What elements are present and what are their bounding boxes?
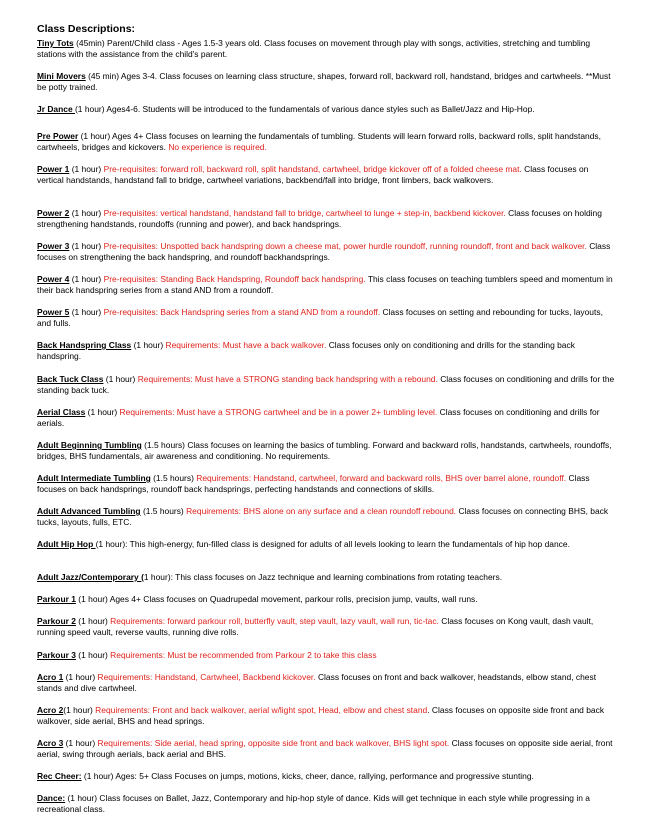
class-entry — [37, 440, 617, 462]
class-requirements: No experience is required. — [168, 142, 267, 152]
class-entry — [37, 407, 617, 429]
class-entry — [37, 650, 617, 661]
class-description: Class focuses on back handsprings, roundoff back handsprings, perfecting handstands and connections of skills. — [37, 473, 590, 494]
class-details: (1.5 hours) Class focuses on learning the basics of tumbling. Forward and backward rolls, handstands, cartwheels, roundoffs, bridges, BHS fundamentals, air awareness and conditioning. No requirements. — [37, 440, 612, 461]
class-details: (1 hour) — [85, 407, 120, 417]
class-entry — [37, 38, 617, 60]
class-requirements: Pre-requisites: Back Handspring series from a stand AND from a roundoff. — [103, 307, 381, 317]
class-entry — [37, 771, 617, 782]
class-details: (1 hour) Ages4-6. Students will be introduced to the fundamentals of various dance styles such as Ballet/Jazz and Hip-Hop. — [75, 104, 535, 114]
class-name: Pre Power — [37, 131, 79, 141]
class-description: Class focuses on holding strengthening handstands, roundoffs (running and power), and back handsprings. — [37, 208, 602, 229]
class-details: (1.5 hours) — [150, 473, 197, 483]
class-description: Class focuses on setting and rebounding for tucks, layouts, and fulls. — [37, 307, 603, 328]
class-entry — [37, 307, 617, 329]
class-details: (1 hour) — [63, 705, 96, 715]
class-name: Back Handspring Class — [37, 340, 132, 350]
class-name: Adult Hip Hop — [37, 539, 96, 549]
class-details: (1 hour) — [63, 738, 98, 748]
class-entry — [37, 208, 617, 230]
class-entry — [37, 594, 617, 605]
class-requirements: Requirements: Must be recommended from Parkour 2 to take this class — [110, 650, 377, 660]
class-details: (1 hour): This high-energy, fun-filled class is designed for adults of all levels looking to learn the fundamentals of hip hop dance. — [95, 539, 570, 549]
class-details: (1 hour) — [69, 274, 104, 284]
class-details: (1 hour) Ages 4+ Class focuses on Quadrupedal movement, parkour rolls, precision jump, vaults, wall runs. — [75, 594, 478, 604]
class-name: Aerial Class — [37, 407, 86, 417]
class-name: Rec Cheer: — [37, 771, 82, 781]
class-description: . Class focuses on opposite side front and back walkover, side aerial, BHS and head springs. — [37, 705, 605, 726]
class-requirements: Requirements: BHS alone on any surface and a clean roundoff rebound. — [186, 506, 457, 516]
class-name: Adult Intermediate Tumbling — [37, 473, 151, 483]
class-name: Parkour 1 — [37, 594, 76, 604]
class-details: (1 hour) — [103, 374, 138, 384]
class-entry — [37, 738, 617, 760]
class-name: Adult Jazz/Contemporary ( — [37, 572, 144, 582]
class-requirements: Pre-requisites: forward roll, backward roll, split handstand, cartwheel, bridge kickover off of a folded cheese mat. — [103, 164, 522, 174]
class-name: Acro 3 — [37, 738, 64, 748]
class-requirements: Requirements: Front and back walkover, aerial w/light spot, Head, elbow and chest stand — [95, 705, 428, 715]
class-name: Tiny Tots — [37, 38, 74, 48]
class-requirements: Requirements: Side aerial, head spring, opposite side front and back walkover, BHS light spot. — [97, 738, 450, 748]
class-details: (1 hour) Class focuses on Ballet, Jazz, Contemporary and hip-hop style of dance. Kids will get technique in each style while progressing in a recreational class. — [37, 793, 590, 814]
class-details: (1 hour) — [69, 164, 104, 174]
class-requirements: Requirements: Must have a back walkover. — [165, 340, 327, 350]
class-name: Power 5 — [37, 307, 70, 317]
class-entry — [37, 71, 617, 93]
class-details: (1 hour) Ages: 5+ Class Focuses on jumps, motions, kicks, cheer, dance, rallying, performance and progressive stunting. — [81, 771, 534, 781]
class-description: Class focuses on strengthening the back handspring, and roundoff backhandsprings. — [37, 241, 611, 262]
class-description: Class focuses on front and back walkover, headstands, elbow stand, chest stands and dive cartwheel. — [37, 672, 597, 693]
class-entry — [37, 104, 617, 115]
class-details: (1 hour) — [131, 340, 166, 350]
class-entry — [37, 274, 617, 296]
class-entry — [37, 793, 617, 815]
class-description: Class focuses on connecting BHS, back tucks, layouts, fulls, ETC. — [37, 506, 609, 527]
class-name: Back Tuck Class — [37, 374, 104, 384]
class-name: Power 3 — [37, 241, 70, 251]
class-details: (1 hour) — [63, 672, 98, 682]
class-entry — [37, 131, 617, 153]
class-name: Acro 2 — [37, 705, 64, 715]
class-details: (45min) Parent/Child class - Ages 1.5-3 years old. Class focuses on movement through play with songs, activities, stretching and tumbling stations with the assistance from the child's parent. — [37, 38, 591, 59]
class-details: (1 hour) — [75, 650, 111, 660]
class-name: Mini Movers — [37, 71, 86, 81]
class-entry — [37, 241, 617, 263]
class-entry — [37, 340, 617, 362]
class-entry — [37, 539, 617, 550]
class-details: (1 hour) — [69, 208, 104, 218]
class-name: Power 2 — [37, 208, 70, 218]
class-details: (1 hour) — [69, 241, 104, 251]
class-requirements: Requirements: forward parkour roll, butterfly vault, step vault, lazy vault, wall run, tic-tac. — [110, 616, 439, 626]
class-details: 1 hour): This class focuses on Jazz technique and learning combinations from rotating teachers. — [143, 572, 503, 582]
class-name: Parkour 3 — [37, 650, 76, 660]
class-name: Adult Beginning Tumbling — [37, 440, 142, 450]
class-entry — [37, 374, 617, 396]
class-requirements: Pre-requisites: Unspotted back handspring down a cheese mat, power hurdle roundoff, running roundoff, front and back walkover. — [103, 241, 587, 251]
class-description: Class focuses on conditioning and drills for the standing back tuck. — [37, 374, 615, 395]
class-entry — [37, 473, 617, 495]
class-name: Parkour 2 — [37, 616, 76, 626]
class-description: Class focuses only on conditioning and drills for the standing back handspring. — [37, 340, 575, 361]
class-description: Class focuses on Kong vault, dash vault, running speed vault, reverse vaults, running dive rolls. — [37, 616, 594, 637]
class-entry — [37, 616, 617, 638]
class-description: This class focuses on teaching tumblers speed and momentum in their back handspring series from a stand AND from a roundoff. — [37, 274, 613, 295]
class-requirements: Requirements: Must have a STRONG standing back handspring with a rebound. — [137, 374, 438, 384]
class-descriptions-document — [37, 23, 617, 37]
class-name: Acro 1 — [37, 672, 64, 682]
class-requirements: Requirements: Must have a STRONG cartwheel and be in a power 2+ tumbling level. — [119, 407, 438, 417]
class-name: Jr Dance — [37, 104, 75, 114]
class-entry — [37, 672, 617, 694]
class-entry — [37, 506, 617, 528]
class-name: Adult Advanced Tumbling — [37, 506, 141, 516]
class-name: Dance: — [37, 793, 66, 803]
class-entry — [37, 164, 617, 186]
class-description: Class focuses on conditioning and drills for aerials. — [37, 407, 600, 428]
page-title: Class Descriptions: — [37, 23, 136, 35]
class-requirements: Pre-requisites: Standing Back Handspring, Roundoff back handspring. — [103, 274, 366, 284]
class-requirements: Pre-requisites: vertical handstand, handstand fall to bridge, cartwheel to lunge + step-in, backbend kickover. — [103, 208, 506, 218]
class-details: (1 hour) — [69, 307, 104, 317]
class-details: (1 hour) Ages 4+ Class focuses on learning the fundamentals of tumbling. Students will learn forward rolls, backward rolls, split handstands, cartwheels, bridges and kickovers. — [37, 131, 601, 152]
class-entry — [37, 572, 617, 583]
class-name: Power 4 — [37, 274, 70, 284]
class-requirements: Requirements: Handstand, cartwheel, forward and backward rolls, BHS over barrel alone, roundoff. — [196, 473, 567, 483]
class-name: Power 1 — [37, 164, 70, 174]
class-requirements: Requirements: Handstand, Cartwheel, Backbend kickover. — [97, 672, 316, 682]
class-details: (1 hour) — [75, 616, 111, 626]
class-description: Class focuses on vertical handstands, handstand fall to bridge, cartwheel variations, backbend/fall into bridge, front limbers, back walkovers. — [37, 164, 589, 185]
class-details: (1.5 hours) — [140, 506, 187, 516]
class-description: Class focuses on opposite side aerial, front aerial, swing through aerials, back aerial and BHS. — [37, 738, 613, 759]
class-entry — [37, 705, 617, 727]
class-details: (45 min) Ages 3-4. Class focuses on learning class structure, shapes, forward roll, backward roll, handstand, bridges and cartwheels. **Must be potty trained. — [37, 71, 611, 92]
